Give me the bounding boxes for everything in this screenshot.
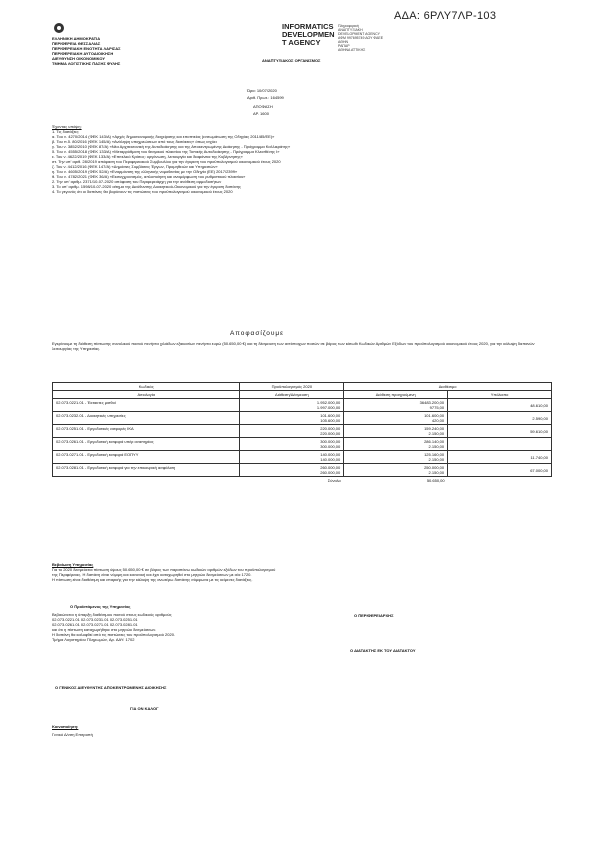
service-head-text: Βεβαιώνεται η ύπαρξη διαθέσιμου ποσού στους κωδικούς αριθμούς 02.073.0221.01 02.073.0231.01 02.073.0251.01 02.073.0261.01 02.073.0271.01 02.073.0281.01 και ότι η πίστωση καταχωρήθηκε στο μητρώο δεσμεύσεων. Η δαπάνη θα καλυφθεί από τις πιστώσεις του προϋπολογισμού 2020. Τμήμα Λογιστηρίου Πληρωμών, Αρ. ΑΑΥ: 1702 — [52, 612, 176, 642]
footer-signer: ΓΙΑ ΟΝ ΚΑΛΟΓ — [130, 706, 159, 711]
protocol-number: Αριθ. Πρωτ.: 164599 — [247, 95, 284, 100]
consideration-item: στ. Την υπ' αριθ. 28/2019 απόφαση του Περιφερειακού Συμβουλίου για την έγκριση του προϋπολογισμού οικονομικού έτους 2020 — [52, 159, 281, 164]
table-row: 02.073.0271.01 - Εργοδοτική εισφορά ΕΟΠΥΥ 140.000,00 140.000,00 125.160,00 2.150,00 11.740,00 — [53, 451, 552, 464]
cc-label: Κοινοποίηση: — [52, 724, 79, 729]
cc-value: Γενικό Δ/νση Επιτροπή — [52, 732, 93, 737]
table-row: 02.073.0281.01 - Εργοδοτική εισφορά για την επικουρική ασφάλιση 260.000,00 260.000,00 250.000,00 2.150,00 67.000,00 — [53, 464, 552, 477]
note-line: Για το 2020 δεσμεύεται πίστωση ύψους 50.650,00 € σε βάρος των παραπάνω κωδικών αριθμών εξόδων του προϋπολογισμού — [52, 567, 276, 572]
general-director: Ο ΓΕΝΙΚΟΣ ΔΙΕΥΘΥΝΤΗΣ ΑΠΟΚΕΝΤΡΩΜΕΝΗΣ ΔΙΟΙΚΗΣΗΣ — [55, 685, 167, 690]
consideration-item: δ. Του ν. 4555/2018 (ΦΕΚ 133/Α) «Μεταρρύθμιση του θεσμικού πλαισίου της Τοπικής Αυτοδιοίκησης - Πρόγραμμα Κλεισθένης Ι» — [52, 149, 280, 154]
decision-title: ΑΠΟΦΑΣΗ — [253, 104, 273, 109]
decide-text: Εγκρίνουμε τη διάθεση πίστωσης συνολικού ποσού πενήντα χιλιάδων εξακοσίων πενήντα ευρώ (50.650,00 €) και τη δέσμευση των αντίστοιχων ποσών σε βάρος των κάτωθι Κωδικών Αριθμών Εξόδων του προϋπολογισμού οικονομικού έτους 2020, για την κάλυψη δαπανών λειτουργίας της Υπηρεσίας. — [52, 341, 535, 351]
header-line: ΠΕΡΙΦΕΡΕΙΑΚΗ ΑΥΤΟΔΙΟΙΚΗΣΗ — [52, 51, 114, 56]
table-header-row: Κωδικός Προϋπολογισμός 2020 Διαθέσιμο — [53, 383, 552, 391]
header-line: ΔΙΕΥΘΥΝΣΗ ΟΙΚΟΝΟΜΙΚΟΥ — [52, 56, 105, 61]
table-row: 02.073.0261.01 - Εργοδοτική εισφορά υπέρ αναπηρίας 300.000,00 300.000,00 286.140,00 2.150,00 — [53, 438, 552, 451]
recipient: ΑΝΑΠΤΥΞΙΑΚΟΣ ΟΡΓΑΝΙΣΜΟΣ — [262, 58, 321, 63]
consideration-item: ζ. Του ν. 4412/2016 (ΦΕΚ 147/Α) «Δημόσιες Συμβάσεις Έργων, Προμηθειών και Υπηρεσιών» — [52, 164, 218, 169]
header-line: ΤΜΗΜΑ ΛΟΓΙΣΤΙΚΗΣ ΠΑΣΗΣ ΦΥΛΗΣ — [52, 61, 121, 66]
notes: Βεβαίωση Υπηρεσίας Για το 2020 δεσμεύεται πίστωση ύψους 50.650,00 € σε βάρος των παραπάνω κωδικών αριθμών εξόδων του προϋπολογισμού της Περιφέρειας. Η δαπάνη είναι νόμιμη και κανονική και έχει καταχωρηθεί στο μητρώο δεσμεύσεων με α/α 1720. Η πίστωση είναι διαθέσιμη και επαρκής για την κάλυψη της ανωτέρω δαπάνης σύμφωνα με τις κείμενες διατάξεις. — [52, 562, 542, 582]
header-line: ΠΕΡΙΦΕΡΕΙΑΚΗ ΕΝΟΤΗΤΑ ΛΑΡΙΣΑΣ — [52, 46, 121, 51]
date: Ώρα: 10/07/2020 — [247, 88, 277, 93]
consideration-item: ε. Του ν. 4622/2019 (ΦΕΚ 133/Α) «Επιτελικό Κράτος: οργάνωση, λειτουργία και διαφάνεια της Κυβέρνησης» — [52, 154, 243, 159]
greek-emblem-icon — [54, 23, 64, 33]
consideration-item: 2. Την υπ' αριθμ. 2371/10-07-2020 απόφαση του Περιφερειάρχη για την ανάθεση αρμοδιοτήτων — [52, 179, 222, 184]
agency-logo: INFORMATICS DEVELOPMEN T AGENCY — [282, 22, 335, 47]
header-line: ΠΕΡΙΦΕΡΕΙΑ ΘΕΣΣΑΛΙΑΣ — [52, 41, 101, 46]
consideration-item: 1. Τις διατάξεις: — [52, 129, 80, 134]
ada-code: ΑΔΑ: 6ΡΛΥ7ΛΡ-103 — [394, 10, 497, 22]
regional-governor: Ο ΠΕΡΙΦΕΡΕΙΑΡΧΗΣ — [354, 613, 394, 618]
consideration-item: 3. Το υπ' αριθμ. 1598/10-07-2020 αίτημα της Διεύθυνσης Διοικητικού-Οικονομικού για την έγκριση δαπάνης — [52, 184, 241, 189]
consideration-item: β. Του π.δ. 80/2016 (ΦΕΚ 145/Α) «Ανάληψη υποχρεώσεων από τους διατάκτες» όπως ισχύει — [52, 139, 217, 144]
authorizing-officer: Ο ΔΙΑΤΑΚΤΗΣ ΕΚ ΤΟΥ ΔΙΑΤΑΚΤΟΥ — [350, 648, 416, 653]
consideration-item: 4. Το γεγονός ότι οι δαπάνες θα βαρύνουν τις πιστώσεις του προϋπολογισμού οικονομικού έτους 2020 — [52, 189, 233, 194]
note-line: της Περιφέρειας. Η δαπάνη είναι νόμιμη και κανονική και έχει καταχωρηθεί στο μητρώο δεσμεύσεων με α/α 1720. — [52, 572, 252, 577]
table-header-row: Αιτιολογία Διάθεση/Δέσμευση Διάθεση προηγούμενη Υπόλοιπο — [53, 391, 552, 399]
consideration-item: γ. Του ν. 3852/2010 (ΦΕΚ 87/Α) «Νέα Αρχιτεκτονική της Αυτοδιοίκησης και της Αποκεντρωμένης Διοίκησης - Πρόγραμμα Καλλικράτης» — [52, 144, 291, 149]
consideration-item: θ. Του ν. 4782/2021 (ΦΕΚ 36/Α) «Εκσυγχρονισμός, απλοποίηση και αναμόρφωση του ρυθμιστικού πλαισίου» — [52, 174, 246, 179]
table-row: 02.073.0232.01 - Διοικητικές υπηρεσίες 101.600,00 105.600,00 101.600,00 420,00 2.590,00 — [53, 412, 552, 425]
budget-table — [52, 382, 552, 484]
header-line: ΕΛΛΗΝΙΚΗ ΔΗΜΟΚΡΑΤΙΑ — [52, 36, 101, 41]
consideration-item: α. Του ν. 4270/2014 (ΦΕΚ 143/Α) «Αρχές δημοσιονομικής διαχείρισης και εποπτείας (ενσωμάτωση της Οδηγίας 2011/85/ΕΕ)» — [52, 134, 275, 139]
left-header — [52, 36, 121, 66]
note-line: Η πίστωση είναι διαθέσιμη και επαρκής για την κάλυψη της ανωτέρω δαπάνης σύμφωνα με τις κείμενες διατάξεις. — [52, 577, 253, 582]
agency-sub: Πληροφορική ΑΝΑΠΤΥΞΙΑΚΗ DEVELOPMENT AGENCY ΑΦΜ 997695749 ΔΟΥ ΦΑΕΕ ΑΘΗΝ ΡΑΠΑΡ ΑΘΗΝΑ ΑΤΤΙΚΗΣ — [338, 24, 384, 52]
decide-title: Αποφασίζουμε — [230, 330, 285, 337]
decision-number: ΑΡ. 1600 — [253, 111, 269, 116]
consideration-item: η. Του ν. 4605/2019 (ΦΕΚ 52/Α) «Εναρμόνιση της ελληνικής νομοθεσίας με την Οδηγία (ΕΕ) 2017/2399» — [52, 169, 238, 174]
service-head-title: Ο Προϊστάμενος της Υπηρεσίας — [70, 604, 131, 609]
table-total-row: Σύνολο 50.650,00 — [327, 478, 445, 483]
table-row: 02.073.0221.01 - Έκτακτες μισθοί 1.952.000,00 1.997.000,00 36483.200,00 9775,00 48.610,00 — [53, 399, 552, 412]
table-row: 02.073.0251.01 - Εργοδοτικές εισφορές ΙΚΑ 220.000,00 220.000,00 159.240,00 2.150,00 59.610,00 — [53, 425, 552, 438]
considerations: Έχοντας υπόψη: 1. Τις διατάξεις: α. Του ν. 4270/2014 (ΦΕΚ 143/Α) «Αρχές δημοσιονομικής διαχείρισης και εποπτείας (ενσωμάτωση της Οδηγίας 2011/85/ΕΕ)» β. Του π.δ. 80/2016 (ΦΕΚ 145/Α) «Ανάληψη υποχρεώσεων από τους διατάκτες» όπως ισχύει γ. Του ν. 3852/2010 (ΦΕΚ 87/Α) «Νέα Αρχιτεκτονική της Αυτοδιοίκησης και της Αποκεντρωμένης Διοίκησης - Πρόγραμμα Καλλικράτης» δ. Του ν. 4555/2018 (ΦΕΚ 133/Α) «Μεταρρύθμιση του θεσμικού πλαισίου της Τοπικής Αυτοδιοίκησης - Πρόγραμμα Κλεισθένης Ι» ε. Του ν. 4622/2019 (ΦΕΚ 133/Α) «Επιτελικό Κράτος: οργάνωση, λειτουργία και διαφάνεια της Κυβέρνησης» στ. Την υπ' αριθ. 28/2019 απόφαση του Περιφερειακού Συμβουλίου για την έγκριση του προϋπολογισμού οικονομικού έτους 2020 ζ. Του ν. 4412/2016 (ΦΕΚ 147/Α) «Δημόσιες Συμβάσεις Έργων, Προμηθειών και Υπηρεσιών» η. Του ν. 4605/2019 (ΦΕΚ 52/Α) «Εναρμόνιση της ελληνικής νομοθεσίας με την Οδηγία (ΕΕ) 2017/2399» θ. Του ν. 4782/2021 (ΦΕΚ 36/Α) «Εκσυγχρονισμός, απλοποίηση και αναμόρφωση του ρυθμιστικού πλαισίου» 2. Την υπ' αριθμ. 2371/10-07-2020 απόφαση του Περιφερειάρχη για την ανάθεση αρμοδιοτήτων 3. Το υπ' αριθμ. 1598/10-07-2020 αίτημα της Διεύθυνσης Διοικητικού-Οικονομικού για την έγκριση δαπάνης 4. Το γεγονός ότι οι δαπάνες θα βαρύνουν τις πιστώσεις του προϋπολογισμού οικονομικού έτους 2020 — [52, 124, 542, 194]
